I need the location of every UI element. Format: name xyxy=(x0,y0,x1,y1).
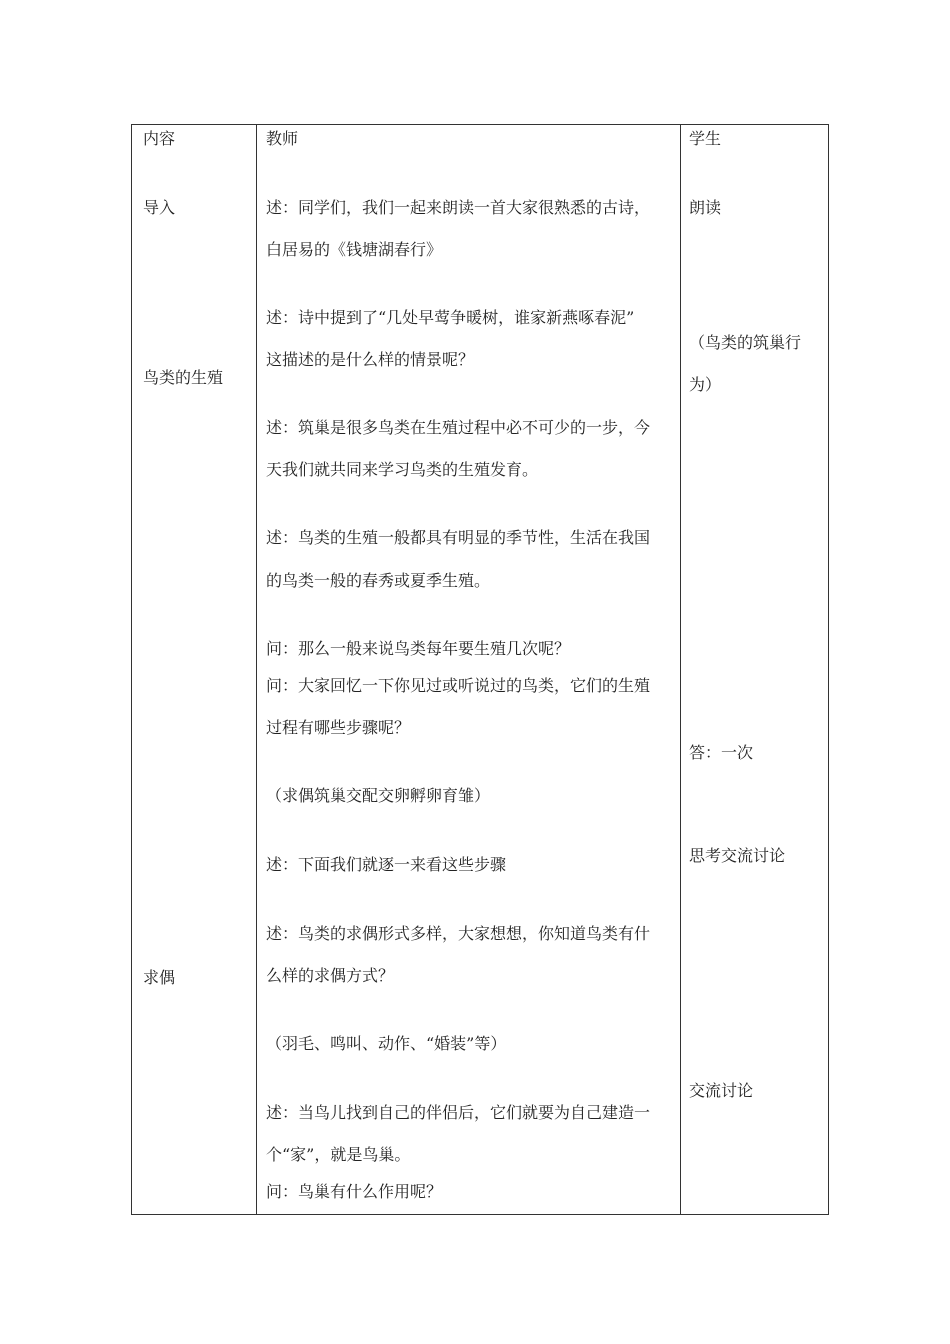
teacher-line: 述：同学们，我们一起来朗读一首大家很熟悉的古诗， xyxy=(266,198,651,217)
teacher-line: 这描述的是什么样的情景呢？ xyxy=(266,350,475,369)
header-content: 内容 xyxy=(143,129,176,148)
column-divider xyxy=(256,125,257,1214)
teacher-line: 述：筑巢是很多鸟类在生殖过程中必不可少的一步，今 xyxy=(266,418,651,437)
teacher-line: 问：鸟巢有什么作用呢？ xyxy=(266,1182,443,1201)
student-line: 答：一次 xyxy=(689,743,754,762)
section-bird-reproduction: 鸟类的生殖 xyxy=(143,368,224,387)
student-line: 为） xyxy=(689,375,722,394)
teacher-line: 过程有哪些步骤呢？ xyxy=(266,718,411,737)
header-student: 学生 xyxy=(689,129,722,148)
teacher-line: 问：大家回忆一下你见过或听说过的鸟类，它们的生殖 xyxy=(266,676,651,695)
teacher-line: 的鸟类一般的春秀或夏季生殖。 xyxy=(266,571,491,590)
teacher-line: 天我们就共同来学习鸟类的生殖发育。 xyxy=(266,460,539,479)
student-line: 朗读 xyxy=(689,198,722,217)
teacher-line: 述：鸟类的求偶形式多样，大家想想，你知道鸟类有什 xyxy=(266,924,651,943)
teacher-line: 问：那么一般来说鸟类每年要生殖几次呢？ xyxy=(266,639,571,658)
teacher-line: （羽毛、鸣叫、动作、“婚装”等） xyxy=(266,1034,507,1053)
teacher-line: 么样的求偶方式？ xyxy=(266,966,395,985)
lesson-table xyxy=(131,124,829,1215)
teacher-line: 述：当鸟儿找到自己的伴侣后，它们就要为自己建造一 xyxy=(266,1103,651,1122)
student-line: 思考交流讨论 xyxy=(689,846,786,865)
student-line: 交流讨论 xyxy=(689,1081,754,1100)
column-divider xyxy=(680,125,681,1214)
student-line: （鸟类的筑巢行 xyxy=(689,333,802,352)
teacher-line: 个“家”，就是鸟巢。 xyxy=(266,1145,411,1164)
header-teacher: 教师 xyxy=(266,129,299,148)
teacher-line: 述：诗中提到了“几处早莺争暖树，谁家新燕啄春泥” xyxy=(266,308,635,327)
teacher-line: 白居易的《钱塘湖春行》 xyxy=(266,240,443,259)
teacher-line: 述：下面我们就逐一来看这些步骤 xyxy=(266,855,507,874)
teacher-line: 述：鸟类的生殖一般都具有明显的季节性，生活在我国 xyxy=(266,528,651,547)
teacher-line: （求偶筑巢交配交卵孵卵育雏） xyxy=(266,786,491,805)
section-courtship: 求偶 xyxy=(143,968,176,987)
section-intro: 导入 xyxy=(143,198,176,217)
